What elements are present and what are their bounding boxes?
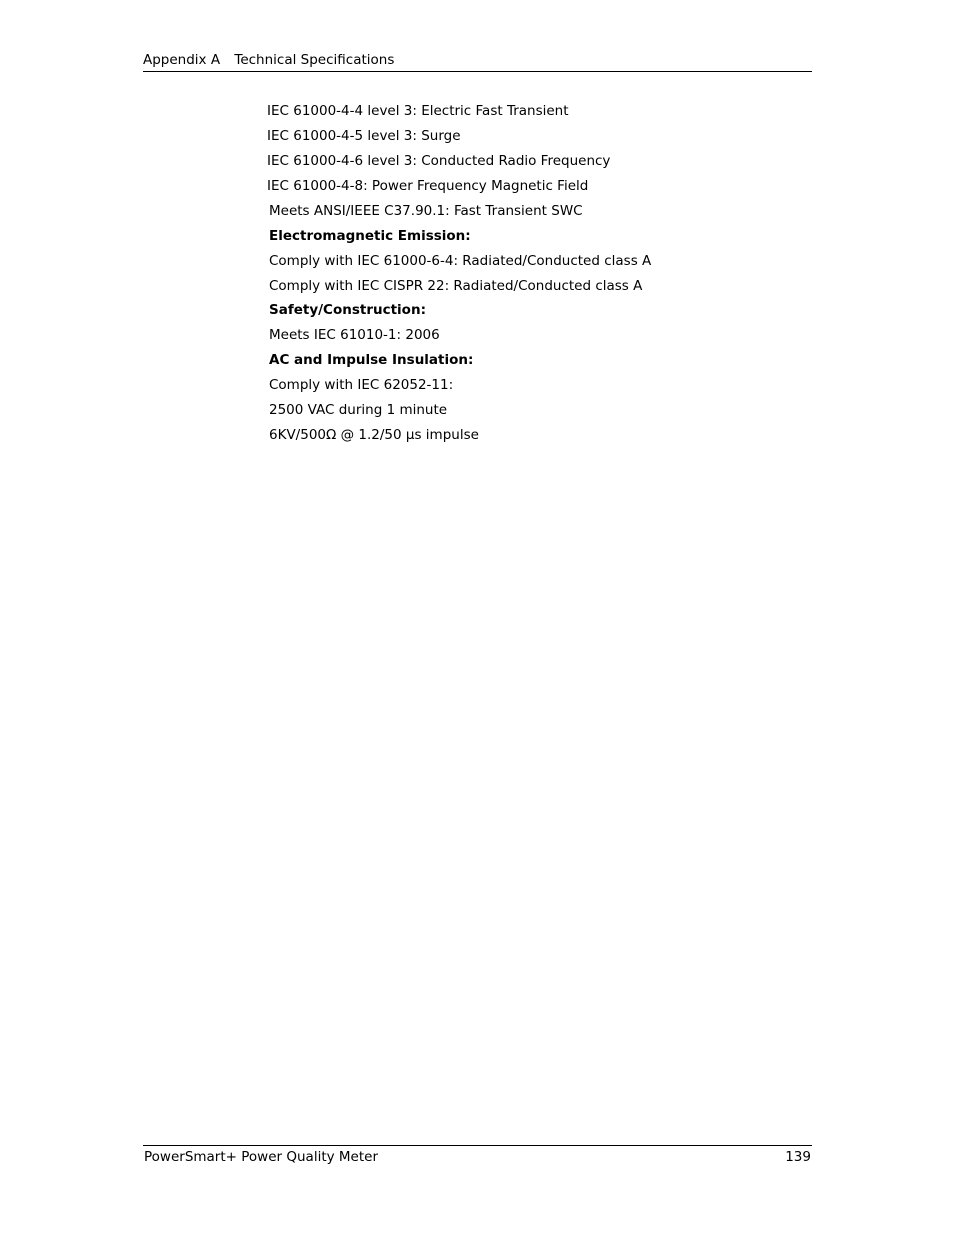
spec-line-emission-cispr: Comply with IEC CISPR 22: Radiated/Conducted class A — [269, 278, 643, 294]
spec-line-insulation-iec: Comply with IEC 62052-11: — [269, 377, 454, 393]
spec-line-eft: IEC 61000-4-4 level 3: Electric Fast Transient — [267, 103, 569, 119]
chapter-label: Appendix A — [143, 52, 221, 68]
section-heading-emission: Electromagnetic Emission: — [269, 228, 471, 244]
page-footer — [143, 1145, 812, 1169]
section-heading-insulation: AC and Impulse Insulation: — [269, 352, 474, 368]
spec-line-magnetic-field: IEC 61000-4-8: Power Frequency Magnetic Field — [267, 178, 589, 194]
spec-line-fast-transient-swc: Meets ANSI/IEEE C37.90.1: Fast Transient SWC — [269, 203, 583, 219]
spec-line-insulation-impulse: 6KV/500Ω @ 1.2/50 μs impulse — [269, 427, 479, 443]
chapter-title: Technical Specifications — [234, 52, 395, 68]
page-header — [143, 50, 812, 72]
footer-page-number: 139 — [785, 1149, 811, 1165]
spec-line-emission-iec: Comply with IEC 61000-6-4: Radiated/Conducted class A — [269, 253, 652, 269]
spec-line-surge: IEC 61000-4-5 level 3: Surge — [267, 128, 461, 144]
spec-line-conducted-rf: IEC 61000-4-6 level 3: Conducted Radio Frequency — [267, 153, 611, 169]
footer-document-title: PowerSmart+ Power Quality Meter — [144, 1149, 378, 1165]
spec-line-insulation-vac: 2500 VAC during 1 minute — [269, 402, 448, 418]
spec-line-safety-iec: Meets IEC 61010-1: 2006 — [269, 327, 440, 343]
section-heading-safety: Safety/Construction: — [269, 302, 426, 318]
